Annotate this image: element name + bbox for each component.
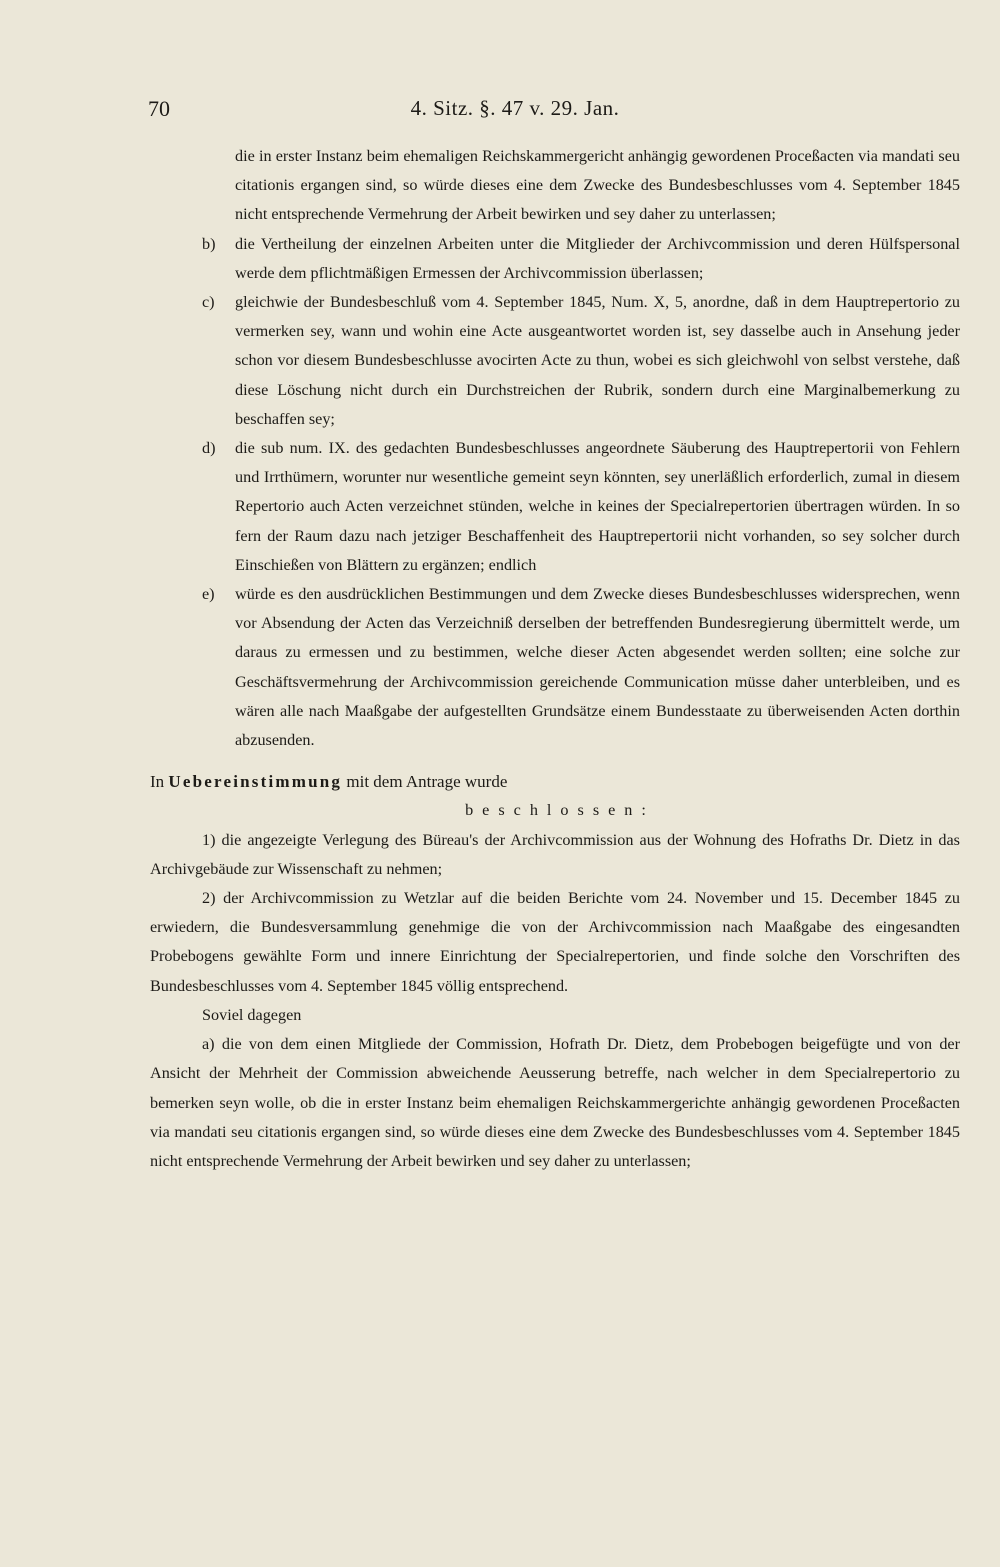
decision-paragraph: 1) die angezeigte Verlegung des Büreau's der Archivcommission aus der Wohnung des Hofraths Dr. Dietz in das Archivgebäude zur Wissenschaft zu nehmen; (150, 830, 960, 878)
list-item-text: gleichwie der Bundesbeschluß vom 4. September 1845, Num. X, 5, anordne, daß in dem Hauptrepertorio zu vermerken sey, wann und wohin eine Acte ausgeantwortet worden ist, sey dasselbe auch in Ansehung jeder schon vor diesem Bundesbeschlusse avocirten Acte zu thun, wobei es sich gleichwohl von selbst verstehe, daß diese Löschung nicht durch ein Durchstreichen der Rubrik, sondern durch eine Marginalbemerkung zu beschaffen sey; (235, 293, 960, 428)
decision-paragraph: Soviel dagegen (202, 1005, 302, 1024)
list-item-text: würde es den ausdrücklichen Bestimmungen und dem Zwecke dieses Bundesbeschlusses widersprechen, wenn vor Absendung der Acten das Verzeichniß derselben der betreffenden Bundesregierung übermittelt werde, um daraus zu ermessen und zu bestimmen, welche dieser Acten abgesendet werden sollten; eine solche zur Geschäftsvermehrung der Archivcommission gereichende Communication müsse daher unterbleiben, und es wären alle nach Maaßgabe der aufgestellten Grundsätze einem Bundesstaate zu überweisenden Acten dorthin abzusenden. (235, 585, 960, 750)
decision-paragraph: a) die von dem einen Mitgliede der Commission, Hofrath Dr. Dietz, dem Probebogen beigefügte und von der Ansicht der Mehrheit der Commission abweichende Aeusserung betreffe, nach welcher in dem Specialrepertorio zu bemerken seyn wolle, ob die in erster Instanz beim ehemaligen Reichskammergerichte anhängig gewordenen Proceßacten via mandati seu citationis ergangen sind, so würde dieses eine dem Zwecke des Bundesbeschlusses vom 4. September 1845 nicht entsprechende Vermehrung der Arbeit bewirken und sey daher zu unterlassen; (150, 1035, 960, 1170)
page-number: 70 (148, 96, 170, 121)
list-item-text: die Vertheilung der einzelnen Arbeiten unter die Mitglieder der Archivcommission und deren Hülfspersonal werde dem pflichtmäßigen Ermessen der Archivcommission überlassen; (235, 234, 960, 282)
decision-paragraph: 2) der Archivcommission zu Wetzlar auf die beiden Berichte vom 24. November und 15. December 1845 zu erwiedern, die Bundesversammlung genehmige die von der Archivcommission nach Maaßgabe des eingesandten Probebogens gewählte Form und innere Einrichtung der Specialrepertorien, und finde solche den Vorschriften des Bundesbeschlusses vom 4. September 1845 völlig entsprechend. (150, 889, 960, 995)
body-text (150, 142, 960, 1176)
list-item-text: die sub num. IX. des gedachten Bundesbeschlusses angeordnete Säuberung des Hauptrepertorii von Fehlern und Irrthümern, worunter nur wesentliche gemeint seyn könnten, sey unerläßlich erforderlich, zumal in diesem Repertorio auch Acten verzeichnet stünden, welche in keines der Specialrepertorien übertragen würden. In so fern der Raum dazu nach jetziger Beschaffenheit des Hauptrepertorii nicht vorhanden, so sey solcher durch Einschießen von Blättern zu ergänzen; endlich (235, 439, 960, 574)
list-marker: d) (202, 439, 216, 458)
list-item (150, 434, 960, 580)
resolution-prefix: In (150, 772, 165, 792)
list-item (150, 580, 960, 755)
list-item (150, 288, 960, 434)
list-item-text: die in erster Instanz beim ehemaligen Reichskammergericht anhängig gewordenen Proceßacten via mandati seu citationis ergangen sind, so würde dieses eine dem Zwecke des Bundesbeschlusses vom 4. September 1845 nicht entsprechende Vermehrung der Arbeit bewirken und sey daher zu unterlassen; (235, 147, 960, 224)
resolution-keyword: Uebereinstimmung (168, 772, 343, 792)
resolution-line (150, 767, 960, 796)
list-item (150, 142, 960, 230)
list-marker: c) (202, 293, 215, 312)
list-marker: b) (202, 234, 216, 253)
resolution-suffix: mit dem Antrage wurde (346, 772, 508, 792)
running-head: 4. Sitz. §. 47 v. 29. Jan. (410, 96, 620, 120)
list-marker: e) (202, 585, 215, 604)
page-header (0, 96, 1000, 126)
list-item (150, 230, 960, 288)
beschlossen-heading: beschlossen: (465, 801, 655, 820)
